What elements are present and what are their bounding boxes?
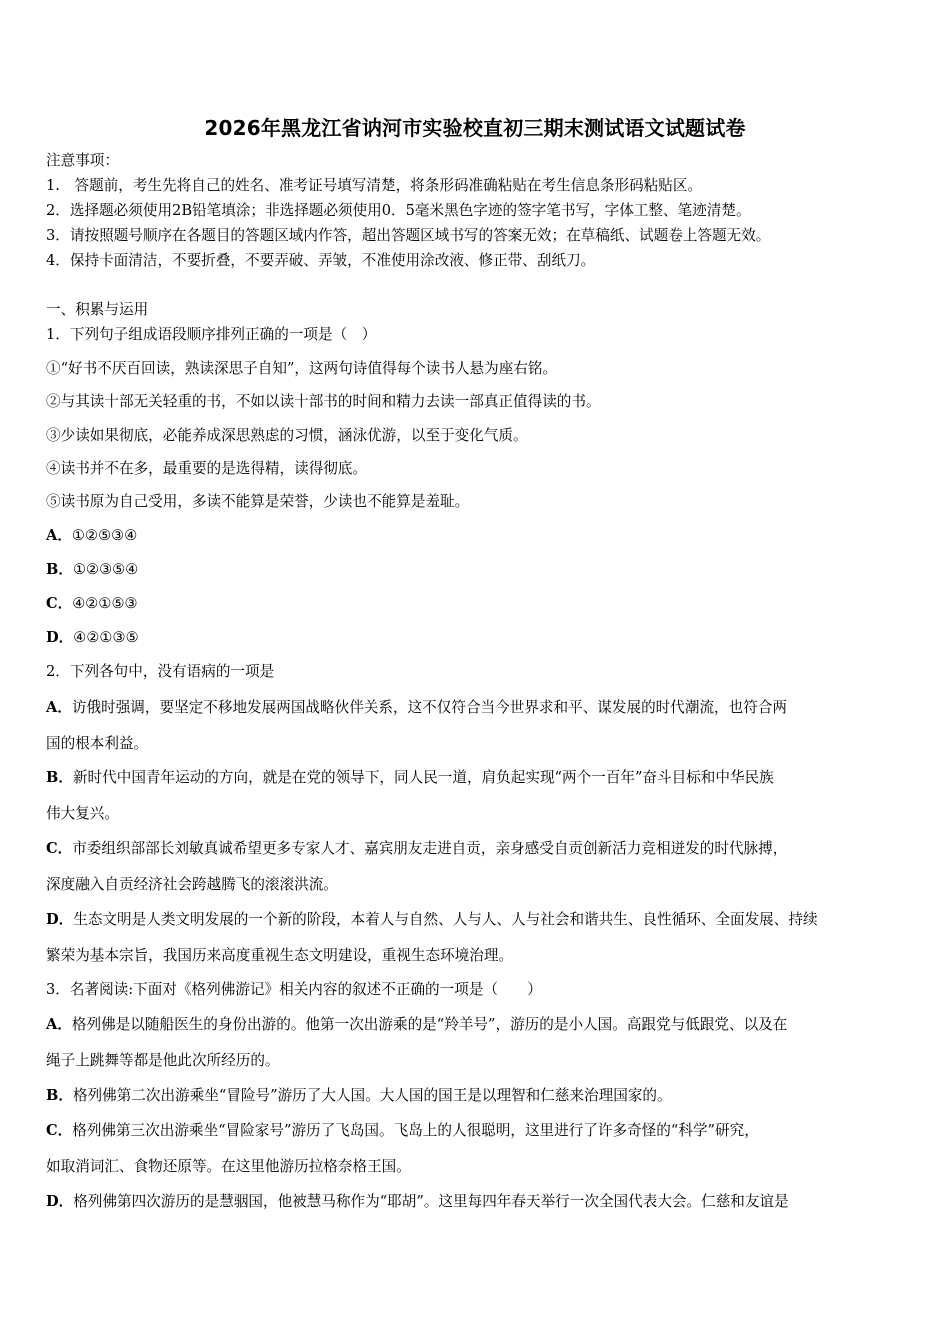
q3-option-a-line2: 绳子上跳舞等都是他此次所经历的。 [46, 1052, 280, 1069]
q1-sentence-4: ④读书并不在多，最重要的是选得精，读得彻底。 [46, 460, 368, 477]
q1-sentence-1: ①“好书不厌百回读，熟读深思子自知”，这两句诗值得每个读书人悬为座右铭。 [46, 360, 558, 377]
option-text: 生态文明是人类文明发展的一个新的阶段，本着人与自然、人与人、人与社会和谐共生、良性循环、全面发展、持续 [73, 911, 818, 928]
q1-sentence-3: ③少读如果彻底，必能养成深思熟虑的习惯，涵泳优游，以至于变化气质。 [46, 427, 528, 444]
q1-option-a [46, 526, 916, 546]
option-letter: C． [46, 840, 73, 857]
q3-option-d-line1 [46, 1192, 916, 1212]
option-letter: A． [46, 1016, 72, 1033]
q3-stem: 3．名著阅读:下面对《格列佛游记》相关内容的叙述不正确的一项是（ ） [46, 981, 542, 998]
q2-option-a-line1 [46, 698, 916, 718]
option-letter: B． [46, 769, 73, 786]
option-text: ④②①③⑤ [73, 629, 139, 646]
option-text: ①②③⑤④ [72, 561, 139, 578]
q2-option-c-line1 [46, 839, 916, 859]
notice-item-1: 1. 答题前，考生先将自己的姓名、准考证号填写清楚，将条形码准确粘贴在考生信息条形码粘贴区。 [46, 177, 703, 194]
option-text: 市委组织部部长刘敏真诚希望更多专家人才、嘉宾朋友走进自贡，亲身感受自贡创新活力竞相迸发的时代脉搏， [72, 840, 788, 857]
option-text: ①②⑤③④ [71, 527, 138, 544]
page-title: 2026年黑龙江省讷河市实验校直初三期末测试语文试题试卷 [204, 116, 746, 140]
section-heading: 一、积累与运用 [46, 301, 149, 318]
option-letter: C． [46, 1122, 73, 1139]
option-letter: A． [46, 699, 72, 716]
q1-option-b [46, 560, 916, 580]
q2-option-d-line2: 繁荣为基本宗旨，我国历来高度重视生态文明建设，重视生态环境治理。 [46, 947, 514, 964]
q1-option-d [46, 628, 916, 648]
option-text: 访俄时强调，要坚定不移地发展两国战略伙伴关系，这不仅符合当今世界求和平、谋发展的时代潮流，也符合两 [71, 699, 788, 716]
notice-item-4: 4．保持卡面清洁，不要折叠，不要弄破、弄皱，不准使用涂改液、修正带、刮纸刀。 [46, 252, 596, 269]
q3-option-c-line2: 如取消词汇、食物还原等。在这里他游历拉格奈格王国。 [46, 1158, 411, 1175]
q2-stem: 2．下列各句中，没有语病的一项是 [46, 663, 275, 680]
option-text: 新时代中国青年运动的方向，就是在党的领导下，同人民一道，肩负起实现“两个一百年”奋斗目标和中华民族 [72, 769, 774, 786]
q2-option-a-line2: 国的根本利益。 [46, 735, 149, 752]
q1-sentence-2: ②与其读十部无关轻重的书，不如以读十部书的时间和精力去读一部真正值得读的书。 [46, 393, 601, 410]
option-text: 格列佛是以随船医生的身份出游的。他第一次出游乘的是“羚羊号”，游历的是小人国。高跟党与低跟党、以及在 [71, 1016, 788, 1033]
notice-item-3: 3．请按照题号顺序在各题目的答题区域内作答，超出答题区域书写的答案无效；在草稿纸、试题卷上答题无效。 [46, 227, 771, 244]
option-letter: B． [46, 561, 73, 578]
option-text: 格列佛第二次出游乘坐“冒险号”游历了大人国。大人国的国王是以理智和仁慈来治理国家的。 [72, 1087, 672, 1104]
option-letter: D． [46, 629, 74, 646]
option-text: 格列佛第三次出游乘坐“冒险家号”游历了飞岛国。飞岛上的人很聪明，这里进行了许多奇怪的“科学”研究， [72, 1122, 759, 1139]
notice-heading: 注意事项： [46, 152, 119, 169]
q2-option-b-line1 [46, 768, 916, 788]
q1-sentence-5: ⑤读书原为自己受用，多读不能算是荣誉，少读也不能算是羞耻。 [46, 493, 470, 510]
q3-option-b-line1 [46, 1086, 916, 1106]
q2-option-d-line1 [46, 910, 916, 930]
q2-option-b-line2: 伟大复兴。 [46, 805, 119, 822]
q2-option-c-line2: 深度融入自贡经济社会跨越腾飞的滚滚洪流。 [46, 876, 338, 893]
option-letter: D． [46, 1193, 74, 1210]
q3-option-c-line1 [46, 1121, 916, 1141]
q1-option-c [46, 594, 916, 614]
q1-stem: 1．下列句子组成语段顺序排列正确的一项是（ ） [46, 326, 377, 343]
option-letter: D． [46, 911, 74, 928]
notice-item-2: 2．选择题必须使用2B铅笔填涂；非选择题必须使用0．5毫米黑色字迹的签字笔书写，字体工整、笔迹清楚。 [46, 202, 751, 219]
option-text: 格列佛第四次游历的是慧骃国，他被慧马称作为“耶胡”。这里每四年春天举行一次全国代表大会。仁慈和友谊是 [73, 1193, 789, 1210]
option-text: ④②①⑤③ [72, 595, 138, 612]
option-letter: A． [46, 527, 72, 544]
q3-option-a-line1 [46, 1015, 916, 1035]
option-letter: C． [46, 595, 73, 612]
option-letter: B． [46, 1087, 73, 1104]
